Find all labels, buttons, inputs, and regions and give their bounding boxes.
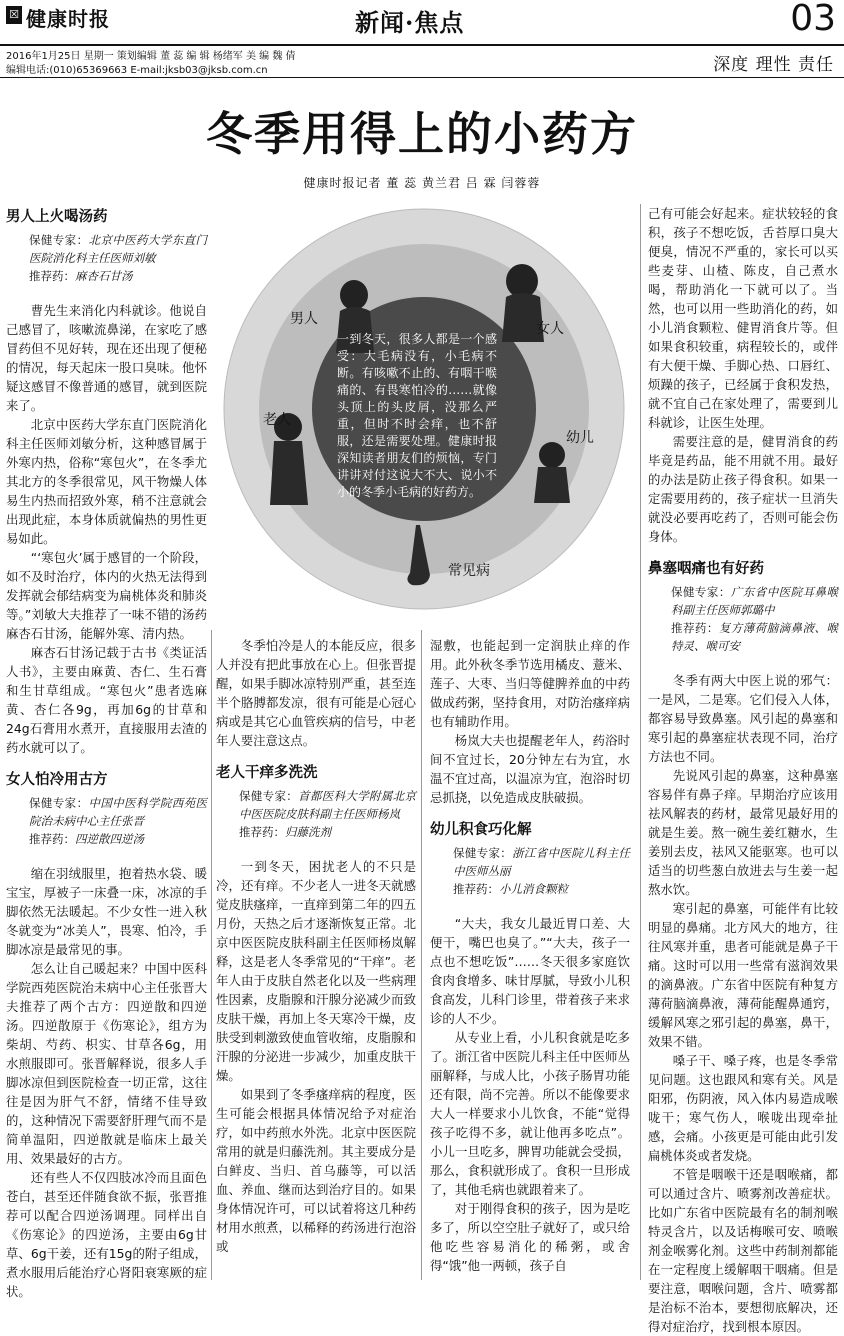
expert-nose: 保健专家：广东省中医院耳鼻喉科副主任医师郭璐中 <box>671 585 839 617</box>
slogan: 深度 理性 责任 <box>713 55 834 75</box>
paragraph: 北京中医药大学东直门医院消化科主任医师刘敏分析，这种感冒属于外寒内热，俗称“寒包火”，在冬季尤其北方的冬季很常见，风干物燥人体易生内热而招致外寒，稍不注意就会出现此症，本身体质就偏热的男性更易如此。 <box>6 417 207 546</box>
recommendation-child: 推荐药：小儿消食颗粒 <box>453 882 568 896</box>
expert-women: 保健专家：中国中医科学院西苑医院治未病中心主任张晋 <box>29 796 208 828</box>
expert-child: 保健专家：浙江省中医院儿科主任中医师丛丽 <box>453 846 631 878</box>
paragraph: 湿敷，也能起到一定润肤止痒的作用。此外秋冬季节选用橘皮、薏米、莲子、大枣、当归等健脾养血的中药做成药粥，坚持食用，对防治瘙痒病也有辅助作用。 <box>430 638 630 729</box>
section-title-nose: 鼻塞咽痛也有好药 <box>648 561 764 577</box>
label-common: 常见病 <box>448 563 490 579</box>
section-title-women: 女人怕冷用古方 <box>6 772 108 788</box>
paragraph: 一到冬天，困扰老人的不只是冷，还有痒。不少老人一进冬天就感觉皮肤瘙痒，一直痒到第二年的四五月份，天热之后才逐渐恢复正常。北京中医医院皮肤科副主任医师杨岚解释，这是老人冬季常见的“干痒”。老年人由于皮肤自然老化以及一些病理性因素，皮脂腺和汗腺分泌减少而致皮肤干燥，再加上冬天寒冷干燥，皮肤受到刺激致使血管收缩，皮脂腺和汗腺的分泌进一步减少，加重皮肤干燥。 <box>216 859 416 1083</box>
column-middle-right <box>430 636 630 1284</box>
column-right <box>648 204 839 1334</box>
paragraph: 从专业上看，小儿积食就是吃多了。浙江省中医院儿科主任中医师丛丽解释，与成人比，小孩子肠胃功能还有限，尚不完善。所以不能像要求大人一样要求小儿饮食，不能“觉得孩子吃得不多，就让他再多吃点”。小儿一旦吃多，脾胃功能就会受损，那么，食积就形成了。食积一旦形成了，其他毛病也就跟着来了。 <box>430 1030 630 1197</box>
column-divider <box>211 630 212 1280</box>
contact-info: 编辑电话:(010)65369663 E-mail:jksb03@jksb.com.cn <box>6 65 268 76</box>
section-title-men: 男人上火喝汤药 <box>6 209 108 225</box>
paragraph: 需要注意的是，健胃消食的药毕竟是药品，能不用就不用。最好的办法是防止孩子得食积。如果一定需要用药的，孩子症状一旦消失就没必要再吃药了，否则可能会伤身体。 <box>648 434 838 544</box>
label-elder: 老人 <box>263 412 291 428</box>
paragraph: 寒引起的鼻塞，可能伴有比较明显的鼻痛。北方风大的地方，往往风寒并重，患者可能就是鼻子干痛。这时可以用一些常有滋润效果的滴鼻液。广东省中医院有种复方薄荷脑滴鼻液，薄荷能醒鼻通窍，缓解风寒之邪引起的鼻塞，鼻干，效果不错。 <box>648 901 838 1049</box>
expert-men: 保健专家：北京中医药大学东直门医院消化科主任医师刘敏 <box>29 233 208 265</box>
paragraph: 还有些人不仅四肢冰冷而且面色苍白，甚至还伴随食欲不振，张晋推荐可以配合四逆汤调理。同样出自《伤寒论》的四逆汤，主要由6g甘草、6g干姜，还有15g的附子组成，煮水服用后能治疗心肾阳衰寒厥的症状。 <box>6 1170 207 1299</box>
column-left <box>6 204 208 1299</box>
paragraph: 麻杏石甘汤记载于古书《类证活人书》，主要由麻黄、杏仁、生石膏和生甘草组成。“寒包火”患者选麻黄、杏仁各9g，再加6g的甘草和24g石膏用水煮开，直接服用去渣的药水就可以了。 <box>6 645 207 755</box>
label-man: 男人 <box>290 311 318 327</box>
section-title: 新闻·焦点 <box>355 8 465 37</box>
newspaper-name: 健康时报 <box>26 7 110 31</box>
paragraph: 对于刚得食积的孩子，因为是吃多了，所以空空肚子就好了，或只给他吃些容易消化的稀粥，或舍得“饿”他一两顿，孩子自 <box>430 1201 630 1273</box>
paragraph: “‘寒包火’属于感冒的一个阶段，如不及时治疗，体内的火热无法得到发挥就会郁结病变为扁桃体炎和肺炎等。”刘敏大夫推荐了一味不错的汤药麻杏石甘汤，能解外寒、清内热。 <box>6 550 207 641</box>
paragraph: 曹先生来消化内科就诊。他说自己感冒了，咳嗽流鼻涕，在家吃了感冒药但不见好转，现在还出现了便秘的情况，每天起床一股口臭味。他怀疑这感冒不像普通的感冒，就到医院来了。 <box>6 303 207 413</box>
label-woman: 女人 <box>536 321 564 337</box>
recommendation-nose: 推荐药：复方薄荷脑滴鼻液、喉特灵、喉可安 <box>671 621 839 653</box>
section-title-child: 幼儿积食巧化解 <box>430 822 532 838</box>
paragraph: 杨岚大夫也提醒老年人，药浴时间不宜过长，20分钟左右为宜，水温不宜过高，以温凉为宜，泡浴时切忌抓挠，以免造成皮肤破损。 <box>430 733 630 805</box>
label-child: 幼儿 <box>566 430 594 446</box>
meta-divider <box>0 77 844 78</box>
column-middle-left <box>216 636 416 1284</box>
paragraph: “大夫，我女儿最近胃口差、大便干，嘴巴也臭了。”“大夫，孩子一点也不想吃饭”……冬天很多家庭饮食肉食增多、味甘厚腻，导致小儿积食高发，儿科门诊里，带着孩子来求诊的人不少。 <box>430 916 630 1026</box>
paragraph: 先说风引起的鼻塞，这种鼻塞容易伴有鼻子痒。早期治疗应该用祛风解表的药材，最常见最好用的就是生姜。熬一碗生姜红糖水，生姜别去皮，祛风又能驱寒。也可以适当的切些葱白放进去与生姜一起熬水饮。 <box>648 768 838 897</box>
masthead <box>0 0 844 46</box>
paragraph: 缩在羽绒服里，抱着热水袋、暖宝宝，厚被子一床叠一床，冰凉的手脚依然无法暖起。不少女性一进入秋冬就变为“冰美人”，畏寒、怕冷，手脚冰凉是最常见的事。 <box>6 866 207 957</box>
masthead-divider <box>0 44 844 46</box>
recommendation-women: 推荐药：四逆散四逆汤 <box>29 832 144 846</box>
paragraph: 己有可能会好起来。症状较轻的食积，孩子不想吃饭，舌苔厚口臭大便臭，情况不严重的，家长可以买些麦芽、山楂、陈皮，自己煮水喝，帮助消化一下就可以了。当然，也可以用一些助消化的药，如小儿消食颗粒、健胃消食片等。但如果食积较重，病程较长的，或伴有大便干燥、手脚心热、口唇红、烦躁的孩子，已经属于食积发热，就不宜自己在家处理了，需要到儿科就诊，让医生处理。 <box>648 206 838 430</box>
paragraph: 不管是咽喉干还是咽喉痛，都可以通过含片、喷雾剂改善症状。比如广东省中医院最有名的制剂喉特灵含片，以及话梅喉可安、喷喉剂金喉雾化剂。这些中药制剂都能在一定程度上缓解咽干咽痛。但是要注意，咽喉问题，含片、喷雾都是治标不治本，要想彻底解决，还得对症治疗，找到根本原因。 <box>648 1167 838 1334</box>
page-number: 03 <box>790 0 836 39</box>
paragraph: 如果到了冬季瘙痒病的程度，医生可能会根据具体情况给予对症治疗，如中药煎水外洗。北京中医医院常用的就是归藤洗剂。其主要成分是白鲜皮、当归、首乌藤等，可以活血、养血、继而达到治疗目的。如果身体情况许可，可以试着将这几种药材用水煎煮，以稀释的药汤进行泡浴或 <box>216 1087 416 1254</box>
expert-elder: 保健专家：首都医科大学附属北京中医医院皮肤科副主任医师杨岚 <box>239 789 417 821</box>
edition-info: 2016年1月25日 星期一 策划编辑 董 蕊 编 辑 杨绪军 美 编 魏 倩 <box>6 51 296 62</box>
paragraph: 怎么让自己暖起来？中国中医科学院西苑医院治未病中心主任张晋大夫推荐了两个古方：四逆散和四逆汤。四逆散原于《伤寒论》，组方为柴胡、芍药、枳实、甘草各6g，用水煎服即可。张晋解释说，很多人手脚冰凉但到医院检查一切正常，这往往是因为肝气不舒，情绪不佳导致的，这种情况下需要舒肝理气而不是简单温阳，四逆散就是临床上最关用、效果最好的古方。 <box>6 961 207 1166</box>
column-divider <box>421 630 422 1280</box>
intro-text: 一到冬天，很多人都是一个感受：大毛病没有，小毛病不断。有咳嗽不止的、有咽干喉痛的、有畏寒怕冷的……就像头顶上的头皮屑，没那么严重，但时不时会痒，也不舒服，还是需要处理。健康时报深知读者朋友们的烦恼，专门讲讲对付这说大不大、说小不小的冬季小毛病的好药方。 <box>337 332 497 499</box>
recommendation-elder: 推荐药：归藤洗剂 <box>239 825 331 839</box>
headline: 冬季用得上的小药方 <box>206 107 638 161</box>
newspaper-logo-icon: ☒ <box>6 6 22 24</box>
column-divider <box>640 204 641 1280</box>
byline: 健康时报记者 董 蕊 黄兰君 吕 霖 闫蓉蓉 <box>303 176 541 190</box>
paragraph: 冬季有两大中医上说的邪气：一是风，二是寒。它们侵入人体，都容易导致鼻塞。风引起的鼻塞和寒引起的鼻塞症状表现不同，治疗方法也不同。 <box>648 673 838 764</box>
paragraph: 嗓子干、嗓子疼，也是冬季常见问题。这也跟风和寒有关。风是阳邪，伤阴液，风入体内易造成喉咙干；寒气伤人，喉咙出现牵扯感，会痛。小孩更是可能由此引发扁桃体炎或者发烧。 <box>648 1053 838 1163</box>
recommendation-men: 推荐药：麻杏石甘汤 <box>29 269 133 283</box>
paragraph: 冬季怕冷是人的本能反应，很多人并没有把此事放在心上。但张晋提醒，如果手脚冰凉特别严重，甚至连半个胳膊都发凉，很有可能是心冠心病或是其它心血管疾病的信号，中老年人要注意这点。 <box>216 638 416 748</box>
section-title-elder: 老人干痒多洗洗 <box>216 765 318 781</box>
